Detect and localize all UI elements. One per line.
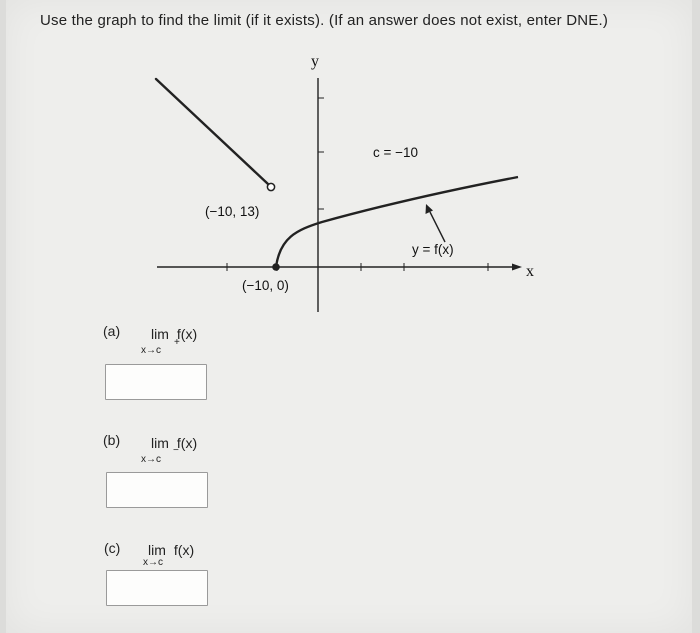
function-text: f(x) bbox=[176, 435, 198, 451]
lower-point-label: (−10, 0) bbox=[242, 278, 289, 293]
part-a-label: (a) bbox=[103, 323, 121, 339]
lim-text: lim bbox=[151, 326, 169, 342]
right-branch-curve bbox=[276, 177, 518, 267]
function-text: f(x) bbox=[176, 326, 198, 342]
x-axis-label: x bbox=[526, 263, 534, 280]
x-axis-arrow bbox=[512, 264, 522, 271]
answer-input-b[interactable] bbox=[106, 472, 208, 508]
closed-circle bbox=[272, 263, 280, 271]
y-axis-label: y bbox=[311, 53, 319, 70]
answer-input-c[interactable] bbox=[106, 570, 208, 606]
upper-point-label: (−10, 13) bbox=[205, 204, 260, 219]
left-branch-line bbox=[156, 79, 268, 184]
limit-subscript: x→c bbox=[141, 345, 161, 356]
c-value-label: c = −10 bbox=[373, 145, 419, 160]
question-text: Use the graph to find the limit (if it exists). (If an answer does not exist, enter DNE.) bbox=[40, 12, 609, 29]
limit-direction: − bbox=[173, 445, 179, 456]
function-label: y = f(x) bbox=[412, 242, 454, 257]
part-c-limit bbox=[148, 542, 194, 558]
limit-subscript: x→c bbox=[143, 557, 163, 568]
annotation-arrowhead bbox=[426, 204, 434, 214]
answer-input-a[interactable] bbox=[105, 364, 207, 400]
limit-direction: + bbox=[174, 337, 180, 348]
annotation-arrow-line bbox=[430, 212, 445, 242]
part-c-label: (c) bbox=[104, 540, 121, 556]
lim-text: lim bbox=[151, 435, 169, 451]
lim-text: lim bbox=[148, 542, 166, 558]
open-circle bbox=[267, 183, 274, 190]
function-text: f(x) bbox=[173, 542, 195, 558]
limit-subscript: x→c bbox=[141, 454, 161, 465]
part-b-label: (b) bbox=[103, 432, 121, 448]
